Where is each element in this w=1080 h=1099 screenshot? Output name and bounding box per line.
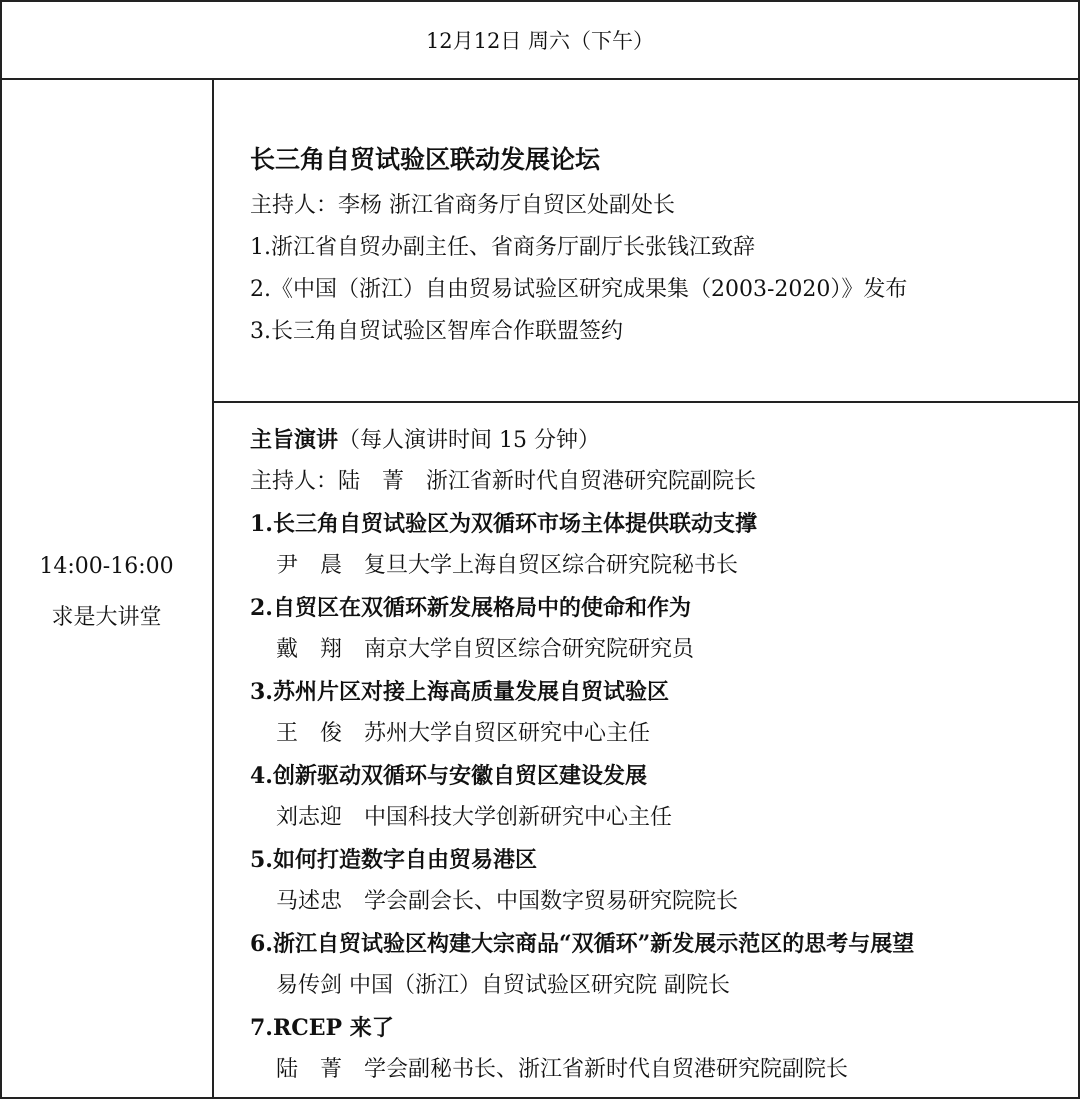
talk-topic: 4.创新驱动双循环与安徽自贸区建设发展: [250, 763, 647, 789]
forum-item: 2.《中国（浙江）自由贸易试验区研究成果集（2003-2020）》发布: [250, 277, 908, 302]
talk-speaker: 易传剑 中国（浙江）自贸试验区研究院 副院长: [276, 973, 730, 998]
row-divider: [212, 401, 1080, 403]
border-top: [0, 0, 1080, 2]
keynote-title: 主旨演讲: [250, 427, 339, 453]
date-header: 12月12日 周六（下午）: [425, 29, 655, 53]
keynote-heading: [250, 425, 600, 456]
keynote-note: （每人演讲时间 15 分钟）: [338, 428, 600, 453]
talk-speaker: 戴 翔 南京大学自贸区综合研究院研究员: [276, 637, 695, 662]
column-divider: [212, 78, 214, 1099]
talk-speaker: 陆 菁 学会副秘书长、浙江省新时代自贸港研究院副院长: [276, 1057, 849, 1082]
header-divider: [0, 78, 1080, 80]
talk-topic: 6.浙江自贸试验区构建大宗商品“双循环”新发展示范区的思考与展望: [250, 931, 915, 957]
keynote-host: 主持人：陆 菁 浙江省新时代自贸港研究院副院长: [250, 469, 757, 494]
forum-item: 3.长三角自贸试验区智库合作联盟签约: [250, 319, 623, 344]
talk-topic: 3.苏州片区对接上海高质量发展自贸试验区: [250, 679, 669, 705]
talk-topic: 5.如何打造数字自由贸易港区: [250, 847, 537, 873]
border-left: [0, 0, 2, 1099]
talk-speaker: 尹 晨 复旦大学上海自贸区综合研究院秘书长: [276, 553, 739, 578]
forum-title: 长三角自贸试验区联动发展论坛: [250, 145, 601, 174]
session-time: 14:00-16:00: [39, 554, 174, 579]
talk-speaker: 马述忠 学会副会长、中国数字贸易研究院院长: [276, 889, 739, 914]
talk-topic: 7.RCEP 来了: [250, 1015, 394, 1041]
session-venue: 求是大讲堂: [51, 605, 162, 630]
talk-speaker: 王 俊 苏州大学自贸区研究中心主任: [276, 721, 651, 746]
talk-topic: 1.长三角自贸试验区为双循环市场主体提供联动支撑: [250, 511, 757, 537]
forum-host: 主持人：李杨 浙江省商务厅自贸区处副处长: [250, 193, 675, 218]
talk-topic: 2.自贸区在双循环新发展格局中的使命和作为: [250, 595, 691, 621]
forum-item: 1.浙江省自贸办副主任、省商务厅副厅长张钱江致辞: [250, 235, 755, 260]
talk-speaker: 刘志迎 中国科技大学创新研究中心主任: [276, 805, 673, 830]
